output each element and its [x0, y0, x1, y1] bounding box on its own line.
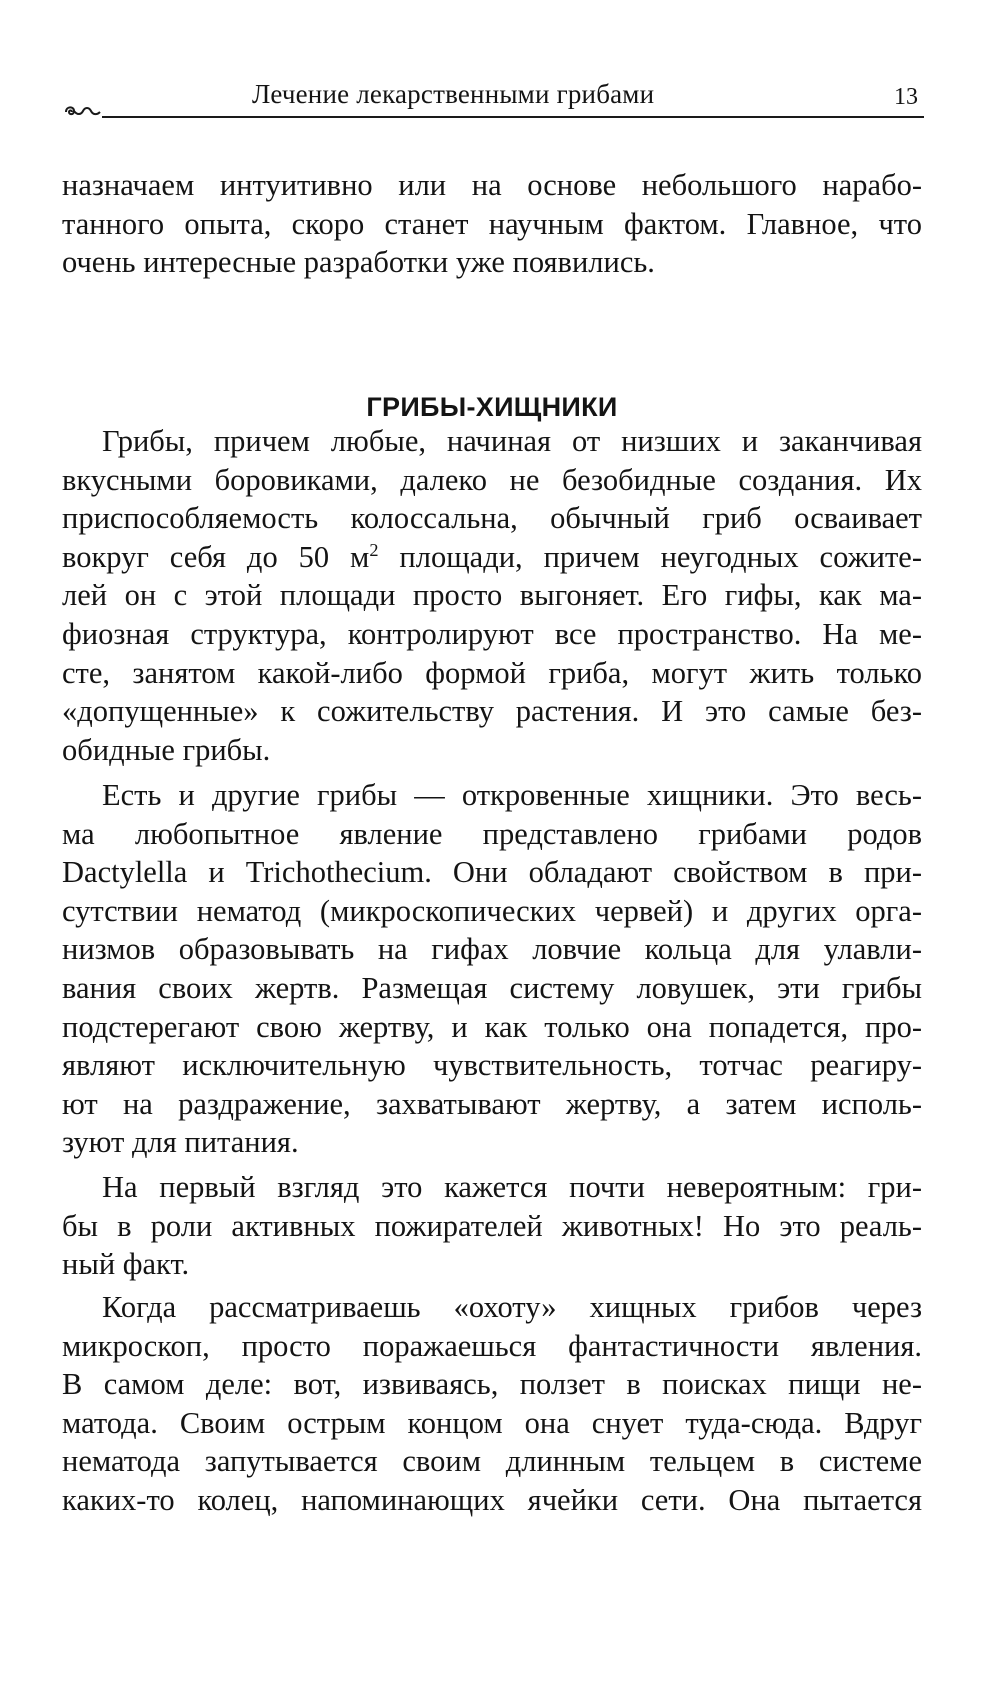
- text-line: очень интересные разработки уже появились.: [62, 245, 655, 280]
- text-line: Есть и другие грибы — откровенные хищники. Это весь-: [102, 778, 922, 812]
- text-line: сутствии нематод (микроскопических червей) и других орга-: [62, 893, 922, 928]
- running-header: [62, 78, 924, 118]
- text-line: В самом деле: вот, извиваясь, ползет в поисках пищи не-: [62, 1367, 922, 1402]
- paragraph-3: [62, 1168, 922, 1284]
- text-line: являют исключительную чувствительность, тотчас реагиру-: [62, 1048, 922, 1083]
- text-line: матода. Своим острым концом она снует туда-сюда. Вдруг: [62, 1405, 922, 1440]
- text-line: На первый взгляд это кажется почти невероятным: гри-: [102, 1170, 922, 1204]
- scroll-ornament-icon: [62, 100, 102, 120]
- text-line: назначаем интуитивно или на основе небольшого нарабо-: [62, 168, 922, 202]
- paragraph-1: [62, 422, 922, 769]
- text-line: ют на раздражение, захватывают жертву, а затем исполь-: [62, 1086, 922, 1121]
- text-line: вкусными боровиками, далеко не безобидные создания. Их: [62, 462, 922, 497]
- text-line: вания своих жертв. Размещая систему ловушек, эти грибы: [62, 970, 922, 1005]
- text-segment: вокруг себя до 50 м: [62, 539, 370, 574]
- text-segment: площади, причем неугодных сожите-: [378, 539, 923, 574]
- text-line: фиозная структура, контролируют все пространство. На ме-: [62, 616, 922, 651]
- text-line: лей он с этой площади просто выгоняет. Его гифы, как ма-: [62, 578, 922, 613]
- text-line: «допущенные» к сожительству растения. И это самые без-: [62, 694, 922, 729]
- intro-paragraph: [62, 166, 922, 282]
- text-line: обидные грибы.: [62, 732, 271, 767]
- header-rule: [102, 116, 924, 118]
- text-line: танного опыта, скоро станет научным фактом. Главное, что: [62, 206, 922, 241]
- running-title: Лечение лекарственными грибами: [252, 79, 655, 109]
- text-line: Когда рассматриваешь «охоту» хищных грибов через: [102, 1290, 922, 1324]
- page-number: 13: [894, 84, 918, 110]
- superscript: 2: [369, 539, 379, 560]
- text-line: нематода запутывается своим длинным тельцем в системе: [62, 1444, 922, 1479]
- text-line: ный факт.: [62, 1247, 190, 1282]
- text-line: сте, занятом какой-либо формой гриба, могут жить только: [62, 655, 922, 690]
- text-line: каких-то колец, напоминающих ячейки сети. Она пытается: [62, 1482, 922, 1517]
- text-line: зуют для питания.: [62, 1125, 299, 1160]
- paragraph-4: [62, 1288, 922, 1520]
- text-line-with-superscript: [62, 538, 922, 577]
- text-line: бы в роли активных пожирателей животных! Но это реаль-: [62, 1208, 922, 1243]
- section-heading: ГРИБЫ-ХИЩНИКИ: [366, 392, 618, 422]
- text-line: Dactylella и Trichothecium. Они обладают свойством в при-: [62, 855, 922, 890]
- text-line: подстерегают свою жертву, и как только она попадется, про-: [62, 1009, 922, 1044]
- text-line: низмов образовывать на гифах ловчие кольца для улавли-: [62, 932, 922, 967]
- text-line: ма любопытное явление представлено грибами родов: [62, 816, 922, 851]
- paragraph-2: [62, 776, 922, 1162]
- text-line: микроскоп, просто поражаешься фантастичности явления.: [62, 1328, 922, 1363]
- text-line: приспособляемость колоссальна, обычный гриб осваивает: [62, 501, 922, 536]
- text-line: Грибы, причем любые, начиная от низших и заканчивая: [102, 424, 922, 458]
